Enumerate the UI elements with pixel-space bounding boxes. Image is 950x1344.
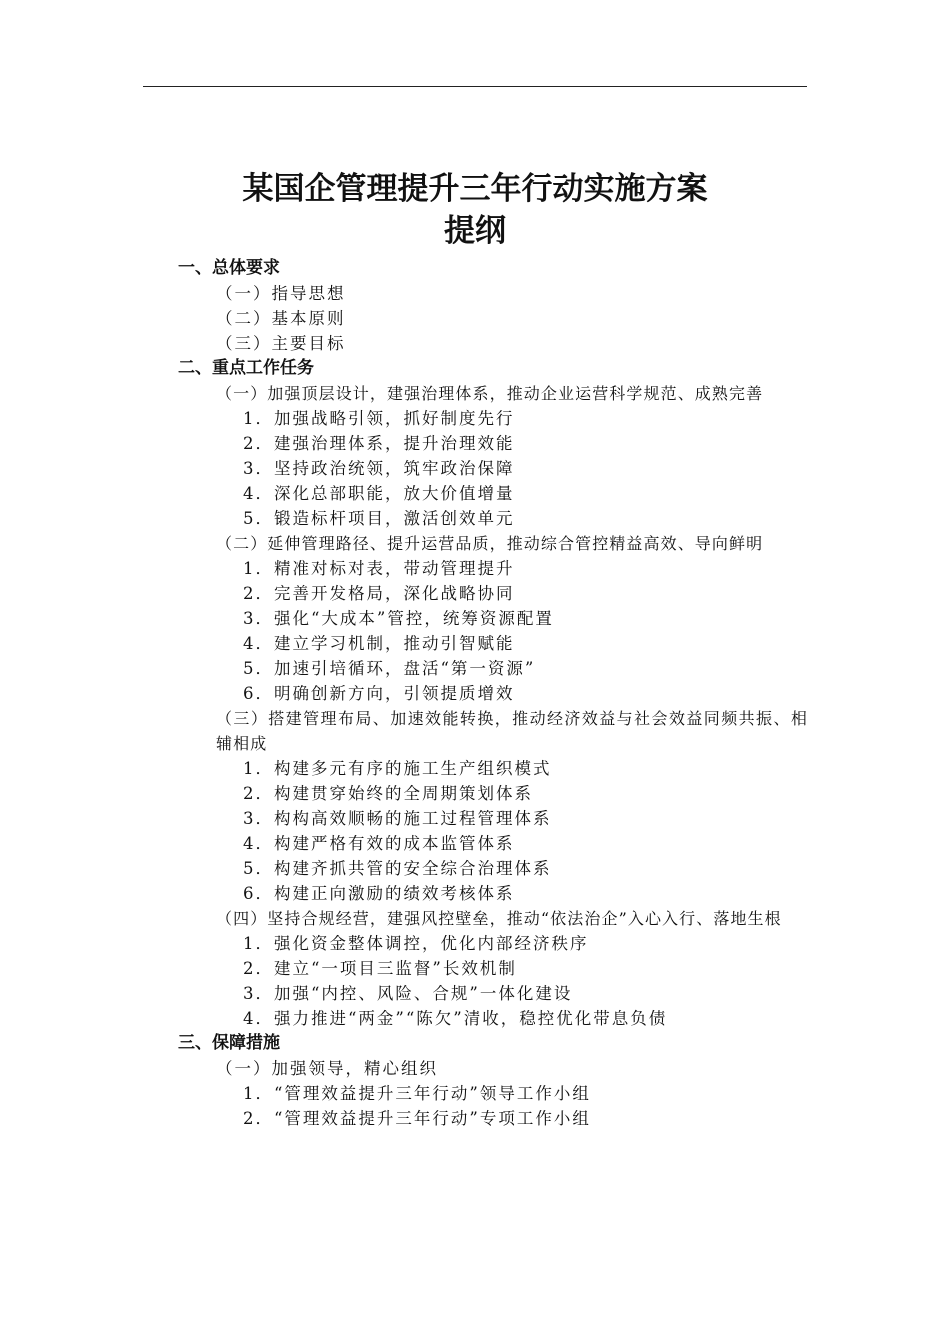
list-item: 3．坚持政治统领，筑牢政治保障 — [243, 459, 515, 478]
list-item: 2．完善开发格局，深化战略协同 — [243, 584, 515, 603]
section-heading: 三、保障措施 — [178, 1033, 280, 1053]
list-item: 3．强化“大成本”管控，统筹资源配置 — [243, 609, 554, 628]
list-item: 5．锻造标杆项目，激活创效单元 — [243, 509, 515, 528]
subsection-heading: （二）延伸管理路径、提升运营品质，推动综合管控精益高效、导向鲜明 — [216, 534, 764, 553]
list-item: 6．构建正向激励的绩效考核体系 — [243, 884, 515, 903]
list-item: 2．“管理效益提升三年行动”专项工作小组 — [243, 1109, 591, 1128]
section-heading: 二、重点工作任务 — [178, 358, 314, 378]
list-item: 5．构建齐抓共管的安全综合治理体系 — [243, 859, 552, 878]
subsection-heading: （一）指导思想 — [216, 284, 346, 303]
header-rule — [143, 86, 807, 87]
list-item: 6．明确创新方向，引领提质增效 — [243, 684, 515, 703]
list-item: 5．加速引培循环，盘活“第一资源” — [243, 659, 536, 678]
subsection-heading: （二）基本原则 — [216, 309, 346, 328]
list-item: 3．加强“内控、风险、合规”一体化建设 — [243, 984, 573, 1003]
outline — [0, 256, 950, 1131]
subsection-heading: （一）加强领导，精心组织 — [216, 1059, 438, 1078]
section-heading: 一、总体要求 — [178, 258, 280, 278]
subsection-heading: （三）主要目标 — [216, 334, 346, 353]
list-item: 4．构建严格有效的成本监管体系 — [243, 834, 515, 853]
list-item: 2．建强治理体系，提升治理效能 — [243, 434, 515, 453]
list-item: 3．构构高效顺畅的施工过程管理体系 — [243, 809, 552, 828]
list-item: 1．精准对标对表，带动管理提升 — [243, 559, 515, 578]
list-item: 2．建立“一项目三监督”长效机制 — [243, 959, 517, 978]
list-item: 4．强力推进“两金”“陈欠”清收，稳控优化带息负债 — [243, 1009, 668, 1028]
list-item: 1．“管理效益提升三年行动”领导工作小组 — [243, 1084, 591, 1103]
list-item: 1．强化资金整体调控，优化内部经济秩序 — [243, 934, 589, 953]
subsection-heading: （一）加强顶层设计，建强治理体系，推动企业运营科学规范、成熟完善 — [216, 384, 764, 403]
list-item: 1．构建多元有序的施工生产组织模式 — [243, 759, 552, 778]
list-item: 2．构建贯穿始终的全周期策划体系 — [243, 784, 533, 803]
document-title: 某国企管理提升三年行动实施方案 — [242, 171, 708, 207]
list-item: 4．建立学习机制，推动引智赋能 — [243, 634, 515, 653]
list-item: 4．深化总部职能，放大价值增量 — [243, 484, 515, 503]
document-subtitle: 提纲 — [444, 213, 506, 249]
subsection-heading: （三）搭建管理布局、加速效能转换，推动经济效益与社会效益同频共振、相辅相成 — [216, 709, 808, 753]
subsection-heading: （四）坚持合规经营，建强风控壁垒，推动“依法治企”入心入行、落地生根 — [216, 909, 782, 928]
list-item: 1．加强战略引领，抓好制度先行 — [243, 409, 515, 428]
